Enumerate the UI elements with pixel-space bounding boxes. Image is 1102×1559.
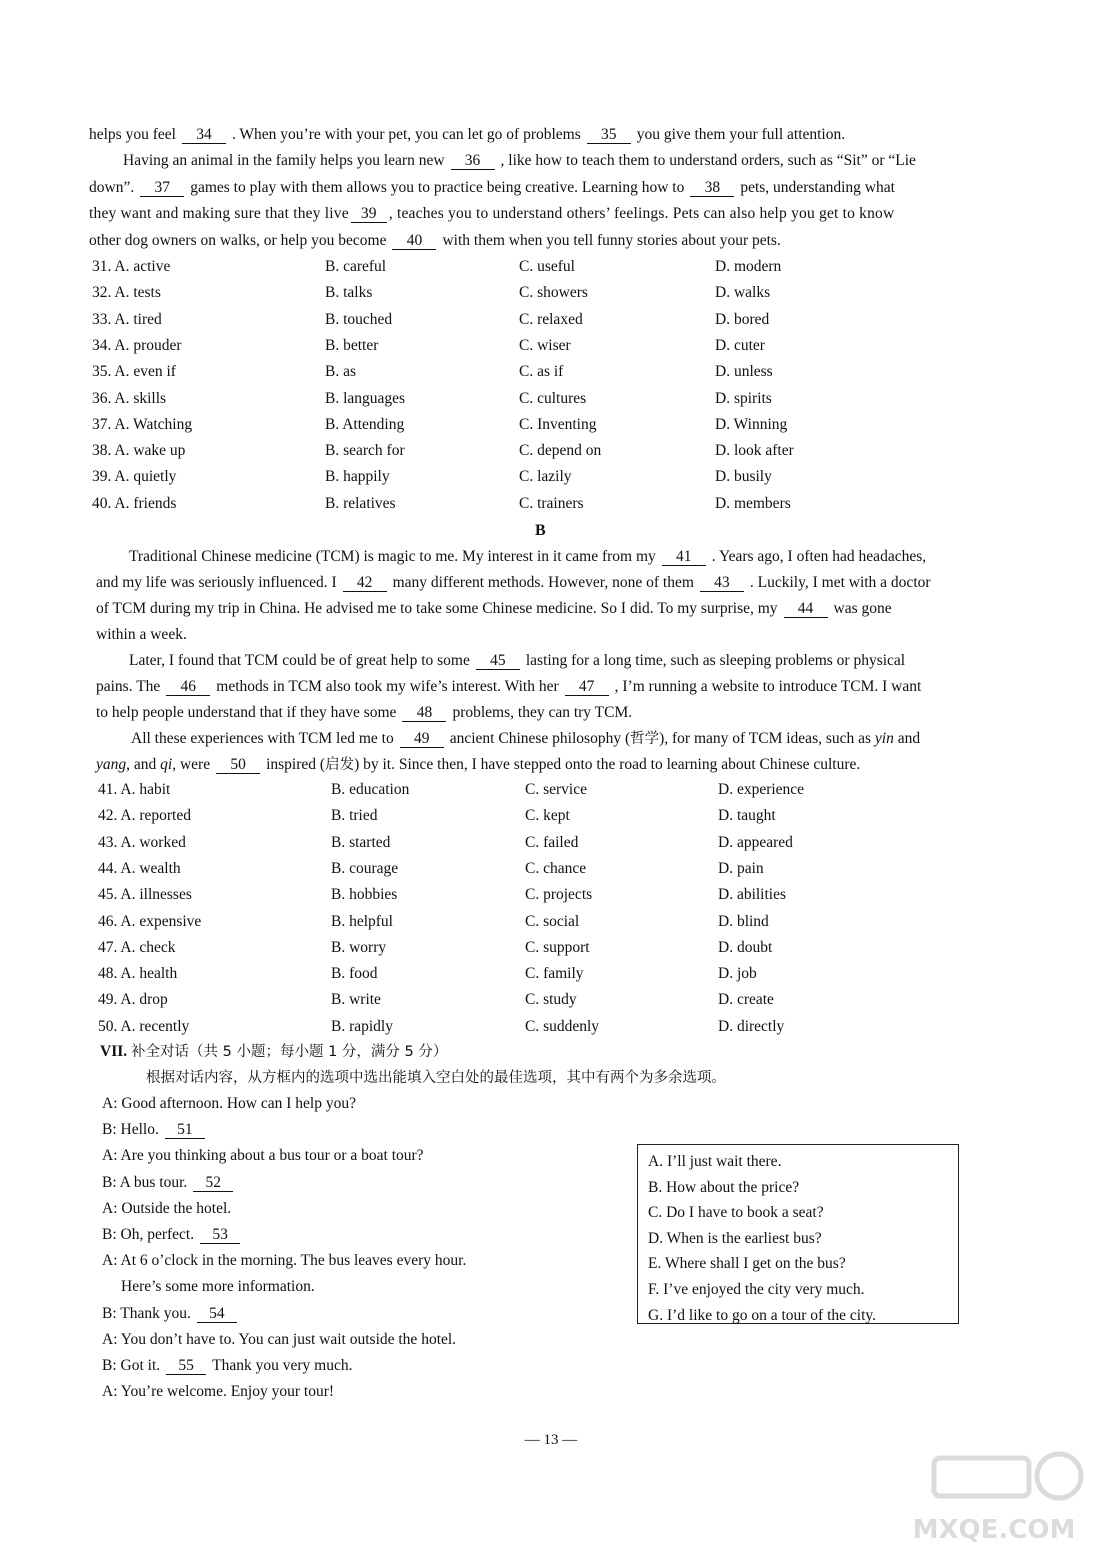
dialogue-line: B: Thank you. 54 [102,1305,243,1323]
option-choice: C. relaxed [519,310,583,328]
option-choice: 32. A. tests [92,284,161,302]
section-b-heading: B [535,522,546,539]
svg-text:MXQE.COM: MXQE.COM [912,1515,1076,1545]
option-choice: B. started [331,833,391,851]
option-row [0,807,1102,833]
dialogue-line: A: Outside the hotel. [102,1199,232,1217]
passage-line: down”. 37 games to play with them allows you to practice being creative. Learning how to 38 pets, understanding what [89,179,895,196]
blank-45: 45 [476,653,520,670]
option-row [0,390,1102,416]
option-choice: C. social [525,912,580,930]
option-row [0,1018,1102,1044]
choice-item: C. Do I have to book a seat? [648,1204,824,1222]
option-choice: B. search for [325,442,405,460]
option-choice: B. touched [325,310,393,328]
option-row [0,495,1102,521]
passage-line: Later, I found that TCM could be of great help to some 45 lasting for a long time, such as sleeping problems or physical [129,652,906,669]
option-choice: C. projects [525,886,593,904]
choice-item: G. I’d like to go on a tour of the city. [648,1306,876,1324]
option-choice: C. useful [519,258,575,275]
passage-line: within a week. [96,626,187,643]
option-choice: C. support [525,938,590,956]
option-choice: B. rapidly [331,1017,393,1035]
option-choice: D. cuter [715,336,765,354]
passage-line: All these experiences with TCM led me to 49 ancient Chinese philosophy (哲学), for many of TCM ideas, such as yin and [131,730,921,747]
option-row [0,468,1102,494]
option-row [0,834,1102,860]
option-choice: B. talks [325,284,373,302]
passage-line: yang, and qi, were 50 inspired (启发) by it. Since then, I have stepped onto the road to learning about Chinese culture. [96,756,861,773]
section-7-instruction: 根据对话内容，从方框内的选项中选出能填入空白处的最佳选项，其中有两个为多余选项。 [146,1070,726,1086]
option-choice: C. study [525,991,577,1009]
blank-52: 52 [193,1175,233,1192]
option-choice: D. experience [718,781,805,798]
choice-item: D. When is the earliest bus? [648,1229,822,1247]
option-choice: B. better [325,336,379,354]
option-choice: 49. A. drop [98,991,168,1009]
option-choice: 44. A. wealth [98,859,181,877]
option-choice: 50. A. recently [98,1017,190,1035]
option-choice: B. courage [331,859,399,877]
dialogue-line: A: You’re welcome. Enjoy your tour! [102,1383,335,1401]
dialogue-line: A: Are you thinking about a bus tour or a boat tour? [102,1147,424,1165]
dialogue-line: B: A bus tour. 52 [102,1174,239,1192]
passage-line: pains. The 46 methods in TCM also took my wife’s interest. With her 47 , I’m running a website to introduce TCM. I want [96,678,922,695]
option-choice: D. taught [718,807,776,825]
option-choice: D. bored [715,310,770,328]
option-choice: C. trainers [519,494,584,512]
option-choice: C. Inventing [519,415,597,433]
option-row [0,416,1102,442]
option-choice: C. kept [525,807,570,825]
option-choice: C. chance [525,859,587,877]
option-choice: 38. A. wake up [92,442,186,460]
passage-line: Traditional Chinese medicine (TCM) is magic to me. My interest in it came from my 41 . Years ago, I often had headaches, [129,548,927,565]
dialogue-line: A: Good afternoon. How can I help you? [102,1095,356,1112]
blank-37: 37 [140,180,184,197]
option-choice: C. as if [519,363,564,381]
option-row [0,991,1102,1017]
passage-line: Having an animal in the family helps you learn new 36 , like how to teach them to understand orders, such as “Sit” or “Lie [123,152,916,169]
option-choice: B. helpful [331,912,393,930]
dialogue-line: B: Got it. 55 Thank you very much. [102,1357,353,1374]
watermark-logo [894,1448,1094,1553]
option-choice: 36. A. skills [92,389,167,407]
option-choice: D. directly [718,1017,785,1035]
option-choice: D. pain [718,859,764,877]
page-number: — 13 — [524,1432,578,1448]
option-choice: 43. A. worked [98,833,186,851]
option-choice: B. food [331,965,378,983]
blank-44: 44 [784,601,828,618]
option-choice: 37. A. Watching [92,415,193,433]
option-choice: D. walks [715,284,771,302]
blank-53: 53 [200,1227,240,1244]
passage-line: and my life was seriously influenced. I 42 many different methods. However, none of them 43 . Luckily, I met with a doctor [96,574,931,591]
blank-34: 34 [182,127,226,144]
option-choice: D. spirits [715,389,772,407]
blank-50: 50 [216,757,260,774]
option-choice: C. failed [525,833,579,851]
passage-line: to help people understand that if they have some 48 problems, they can try TCM. [96,704,633,721]
option-choice: 39. A. quietly [92,468,177,486]
blank-39: 39 [351,206,387,223]
option-choice: C. depend on [519,442,602,460]
option-choice: 40. A. friends [92,494,177,512]
blank-55: 55 [166,1358,206,1375]
blank-43: 43 [700,575,744,592]
option-row [0,363,1102,389]
option-choice: B. worry [331,938,387,956]
choice-item: A. I’ll just wait there. [648,1153,782,1170]
passage-line: they want and making sure that they live 39 , teaches you to understand others’ feelings. Pets can also help you get to know [89,205,895,222]
option-choice: D. doubt [718,938,773,956]
option-choice: C. family [525,965,584,983]
choice-item: E. Where shall I get on the bus? [648,1255,846,1273]
blank-47: 47 [565,679,609,696]
passage-line: helps you feel 34 . When you’re with your pet, you can let go of problems 35 you give them your full attention. [89,126,846,143]
option-choice: B. relatives [325,494,396,512]
option-choice: D. blind [718,912,769,930]
option-choice: 31. A. active [92,258,171,275]
option-choice: D. create [718,991,774,1009]
blank-36: 36 [451,153,495,170]
option-choice: 46. A. expensive [98,912,202,930]
option-choice: D. modern [715,258,782,275]
option-choice: B. write [331,991,381,1009]
dialogue-line: A: You don’t have to. You can just wait outside the hotel. [102,1330,457,1348]
dialogue-line: B: Oh, perfect. 53 [102,1226,246,1244]
option-choice: 41. A. habit [98,781,171,798]
option-row [0,939,1102,965]
dialogue-line: A: At 6 o’clock in the morning. The bus leaves every hour. [102,1252,467,1270]
option-choice: B. Attending [325,415,405,433]
option-choice: 48. A. health [98,965,178,983]
option-choice: B. languages [325,389,406,407]
option-choice: B. education [331,781,410,798]
dialogue-line: B: Hello. 51 [102,1121,211,1139]
blank-49: 49 [400,731,444,748]
option-row [0,965,1102,991]
option-row [0,284,1102,310]
blank-46: 46 [166,679,210,696]
option-choice: 47. A. check [98,938,176,956]
option-choice: C. suddenly [525,1017,600,1035]
section-7-heading: VII. 补全对话（共 5 小题；每小题 1 分，满分 5 分） [100,1043,448,1060]
option-row [0,337,1102,363]
option-choice: D. members [715,494,791,512]
option-row [0,442,1102,468]
option-choice: B. hobbies [331,886,398,904]
option-row [0,258,1102,284]
option-row [0,311,1102,337]
option-choice: C. cultures [519,389,587,407]
dialogue-line: Here’s some more information. [121,1278,315,1296]
option-choice: D. unless [715,363,773,381]
blank-35: 35 [587,127,631,144]
blank-38: 38 [690,180,734,197]
blank-41: 41 [662,549,706,566]
blank-51: 51 [165,1122,205,1139]
option-choice: D. appeared [718,833,793,851]
choice-item: F. I’ve enjoyed the city very much. [648,1280,865,1298]
option-choice: B. as [325,363,356,381]
option-choice: D. Winning [715,415,788,433]
option-choice: C. lazily [519,468,572,486]
option-choice: D. busily [715,468,772,486]
passage-line: of TCM during my trip in China. He advised me to take some Chinese medicine. So I did. To my surprise, my 44 was gone [96,600,892,617]
option-choice: 33. A. tired [92,310,162,328]
option-choice: 45. A. illnesses [98,886,192,904]
option-choice: B. careful [325,258,387,275]
blank-48: 48 [402,705,446,722]
choice-item: B. How about the price? [648,1178,800,1196]
passage-line: other dog owners on walks, or help you become 40 with them when you tell funny stories about your pets. [89,232,781,249]
blank-40: 40 [392,233,436,250]
option-choice: 34. A. prouder [92,336,182,354]
option-choice: C. wiser [519,336,571,354]
option-row [0,860,1102,886]
option-row [0,781,1102,807]
option-choice: 42. A. reported [98,807,191,825]
option-row [0,886,1102,912]
option-choice: D. abilities [718,886,787,904]
option-row [0,913,1102,939]
option-choice: 35. A. even if [92,363,176,381]
option-choice: D. look after [715,442,794,460]
option-choice: C. showers [519,284,588,302]
option-choice: C. service [525,781,587,798]
option-choice: B. happily [325,468,390,486]
choices-box [637,1144,959,1324]
option-choice: D. job [718,965,757,983]
blank-54: 54 [197,1306,237,1323]
option-choice: B. tried [331,807,378,825]
blank-42: 42 [343,575,387,592]
